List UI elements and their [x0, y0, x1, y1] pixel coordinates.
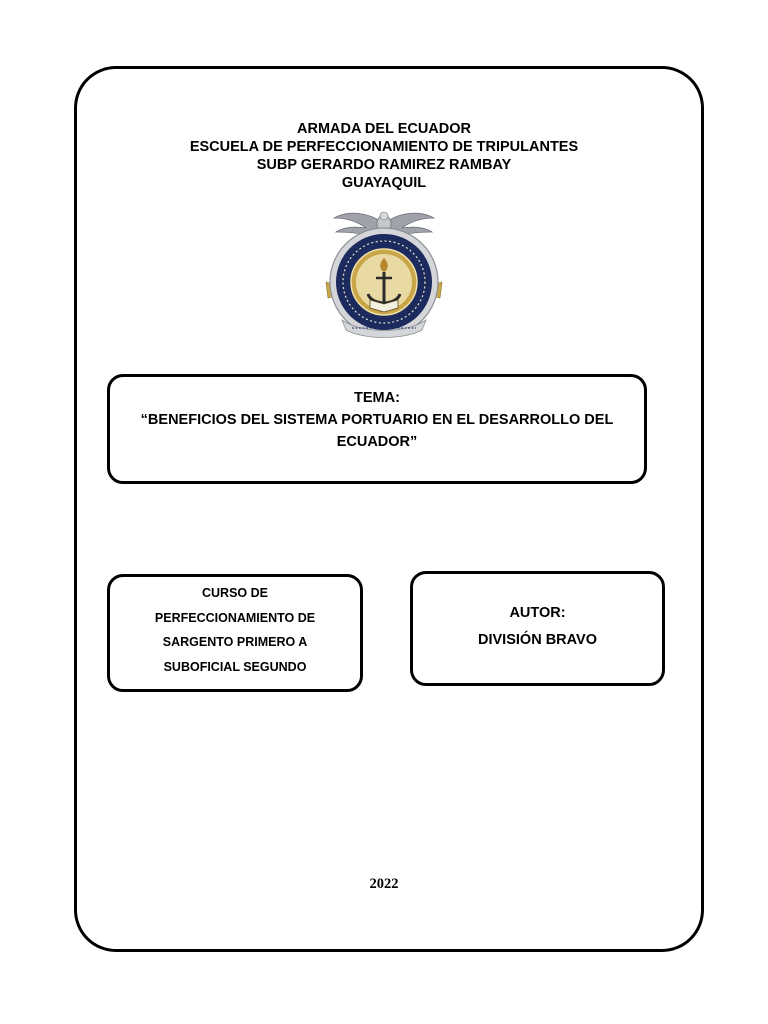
autor-name: DIVISIÓN BRAVO — [478, 632, 597, 648]
curso-line-2: PERFECCIONAMIENTO DE — [154, 610, 316, 625]
tema-label: TEMA: — [354, 390, 400, 406]
autor-label: AUTOR: — [509, 605, 566, 621]
header-line-navy: ARMADA DEL ECUADOR — [297, 121, 471, 137]
curso-line-4: SUBOFICIAL SEGUNDO — [163, 659, 307, 674]
tema-title-line-1: “BENEFICIOS DEL SISTEMA PORTUARIO EN EL DESARROLLO DEL — [140, 412, 614, 428]
year: 2022 — [369, 876, 399, 892]
tema-title-line-2: ECUADOR” — [336, 434, 418, 450]
tema-box — [107, 374, 647, 484]
header-line-school: ESCUELA DE PERFECCIONAMIENTO DE TRIPULANTES — [189, 139, 579, 155]
institution-header — [0, 120, 768, 192]
navy-school-emblem-icon — [322, 202, 446, 340]
header-line-city: GUAYAQUIL — [341, 175, 427, 191]
autor-box — [410, 571, 665, 686]
curso-line-3: SARGENTO PRIMERO A — [162, 635, 308, 649]
curso-line-1: CURSO DE — [202, 586, 268, 600]
header-line-subp: SUBP GERARDO RAMIREZ RAMBAY — [256, 157, 512, 173]
page-border — [74, 66, 704, 952]
curso-box — [107, 574, 363, 692]
